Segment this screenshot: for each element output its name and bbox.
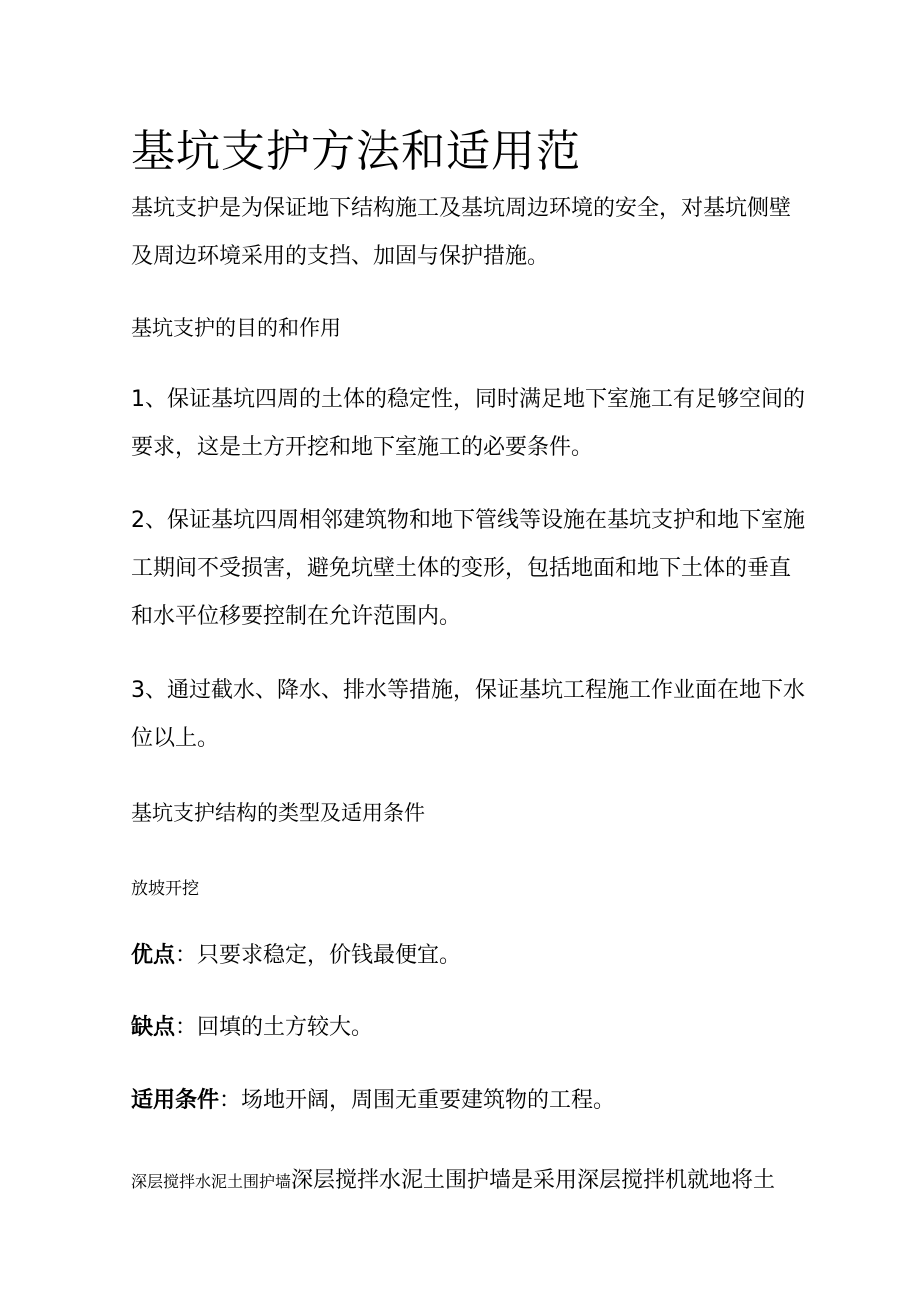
list-item-1 <box>131 376 805 472</box>
condition-label: 适用条件 <box>131 1088 220 1113</box>
intro-paragraph <box>131 185 801 281</box>
condition-text: ：场地开阔，周围无重要建筑物的工程。 <box>219 1088 616 1113</box>
list-item-1-line-2: 要求，这是土方开挖和地下室施工的必要条件。 <box>131 435 594 460</box>
subsection-heading: 放坡开挖 <box>131 879 199 899</box>
list-item-1-line-1: 1、保证基坑四周的土体的稳定性，同时满足地下室施工有足够空间的 <box>131 387 805 412</box>
advantage-line <box>131 932 801 980</box>
condition-line <box>131 1077 801 1125</box>
disadvantage-text: ：回填的土方较大。 <box>175 1015 374 1040</box>
intro-line-2: 及周边环境采用的支挡、加固与保护措施。 <box>131 244 550 269</box>
disadvantage-label: 缺点 <box>131 1015 176 1040</box>
list-item-2-line-1: 2、保证基坑四周相邻建筑物和地下管线等设施在基坑支护和地下室施 <box>131 508 805 533</box>
list-item-3-line-2: 位以上。 <box>131 726 220 751</box>
list-item-2-line-3: 和水平位移要控制在允许范围内。 <box>131 604 462 629</box>
intro-line-1: 基坑支护是为保证地下结构施工及基坑周边环境的安全，对基坑侧壁 <box>131 196 792 221</box>
page-title: 基坑支护方法和适用范 <box>131 126 581 177</box>
disadvantage-line <box>131 1004 801 1052</box>
section-heading-purpose: 基坑支护的目的和作用 <box>131 316 341 340</box>
list-item-3-line-1: 3、通过截水、降水、排水等措施，保证基坑工程施工作业面在地下水 <box>131 678 805 703</box>
advantage-text: ：只要求稳定，价钱最便宜。 <box>175 943 462 968</box>
list-item-2 <box>131 497 805 641</box>
last-paragraph <box>131 1157 801 1206</box>
advantage-label: 优点 <box>131 943 176 968</box>
last-paragraph-large-text: 深层搅拌水泥土围护墙是采用深层搅拌机就地将土 <box>291 1168 776 1193</box>
list-item-3 <box>131 667 805 763</box>
list-item-2-line-2: 工期间不受损害，避免坑壁土体的变形，包括地面和地下土体的垂直 <box>131 556 792 581</box>
last-paragraph-small-text: 深层搅拌水泥土围护墙 <box>131 1172 292 1191</box>
section-heading-types: 基坑支护结构的类型及适用条件 <box>131 801 425 825</box>
